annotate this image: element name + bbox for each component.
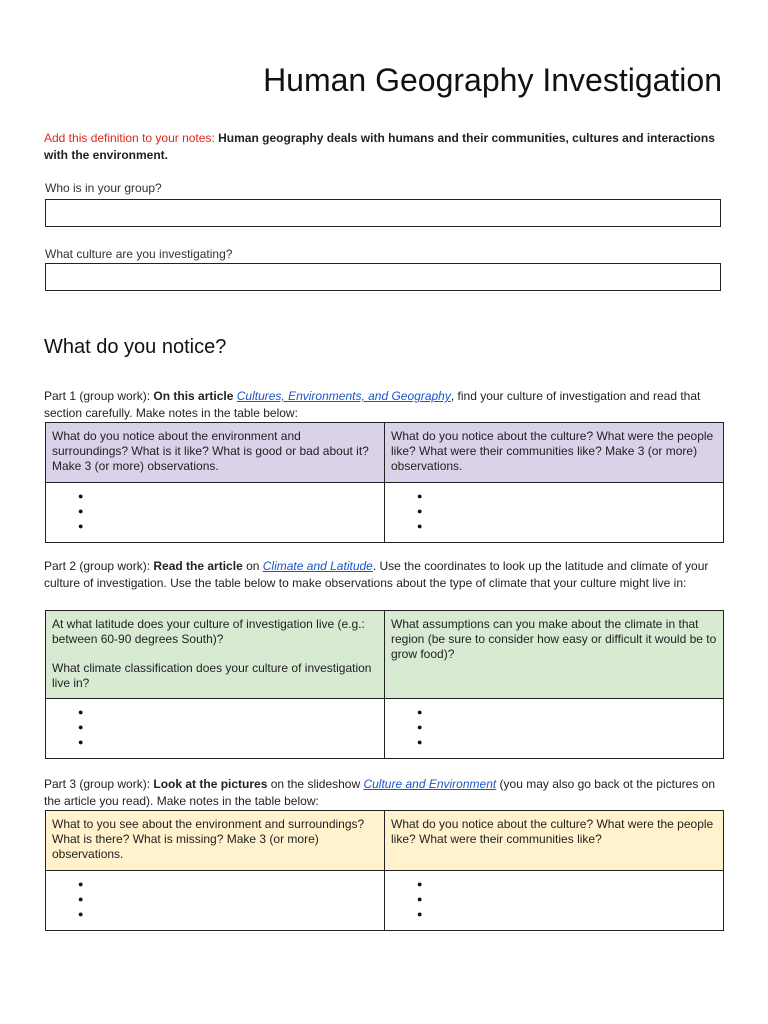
part1-article-link[interactable]: Cultures, Environments, and Geography <box>236 389 451 403</box>
definition-prefix: Add this definition to your notes: <box>44 131 219 145</box>
part3-prefix: Part 3 (group work): <box>44 777 154 791</box>
part1-instructions <box>44 388 724 421</box>
group-answer-box[interactable] <box>45 199 721 227</box>
part1-suffix: , find your culture of investigation and read that section carefully. Make notes in the table below: <box>44 389 701 420</box>
part2-mid: on <box>242 559 263 573</box>
part3-mid: on the slideshow <box>267 777 364 791</box>
bullet <box>70 489 378 504</box>
part3-suffix: (you may also go back ot the pictures on the article you read). Make notes in the table below: <box>44 777 716 808</box>
part2-latitude-header <box>46 611 385 699</box>
part3-culture-header: What do you notice about the culture? What were the people like? What were their communities like? <box>385 811 724 871</box>
part1-environment-notes[interactable] <box>46 483 385 543</box>
part1-culture-notes[interactable] <box>385 483 724 543</box>
bullet <box>70 892 378 907</box>
part3-environment-header: What to you see about the environment and surroundings? What is there? What is missing? Make 3 (or more) observations. <box>46 811 385 871</box>
part2-table <box>45 610 724 759</box>
bullet <box>70 877 378 892</box>
part3-culture-notes[interactable] <box>385 871 724 931</box>
part2-latitude-notes[interactable] <box>46 699 385 759</box>
part3-slideshow-link[interactable]: Culture and Environment <box>363 777 497 791</box>
part2-prefix: Part 2 (group work): <box>44 559 154 573</box>
part2-instructions <box>44 558 724 591</box>
bullet <box>70 504 378 519</box>
part2-assumptions-notes[interactable] <box>385 699 724 759</box>
definition-text: Human geography deals with humans and their communities, cultures and interactions with the environment. <box>44 131 715 162</box>
part3-environment-notes[interactable] <box>46 871 385 931</box>
culture-answer-box[interactable] <box>45 263 721 291</box>
culture-question-label: What culture are you investigating? <box>45 247 233 261</box>
page-title: Human Geography Investigation <box>263 62 722 98</box>
bullet <box>70 519 378 534</box>
bullet <box>409 892 717 907</box>
bullet <box>70 907 378 922</box>
part1-culture-header: What do you notice about the culture? What were the people like? What were their communities like? Make 3 (or more) observations. <box>385 423 724 483</box>
part1-bold: On this article <box>153 389 237 403</box>
bullet <box>409 519 717 534</box>
part1-environment-header: What do you notice about the environment and surroundings? What is it like? What is good or bad about it? Make 3 (or more) observations. <box>46 423 385 483</box>
part2-article-link[interactable]: Climate and Latitude <box>262 559 373 573</box>
bullet <box>409 504 717 519</box>
group-question-label: Who is in your group? <box>45 181 162 195</box>
part2-assumptions-header: What assumptions can you make about the climate in that region (be sure to consider how easy or difficult it would be to grow food)? <box>385 611 724 699</box>
bullet <box>409 720 717 735</box>
part2-suffix: . Use the coordinates to look up the latitude and climate of your culture of investigation. Use the table below to make observations about the type of climate that your culture might live in: <box>44 559 709 590</box>
bullet <box>409 489 717 504</box>
part1-prefix: Part 1 (group work): <box>44 389 154 403</box>
part1-table <box>45 422 724 543</box>
bullet <box>409 907 717 922</box>
bullet <box>409 705 717 720</box>
bullet <box>70 705 378 720</box>
bullet <box>70 735 378 750</box>
part2-latitude-question: At what latitude does your culture of investigation live (e.g.: between 60-90 degrees South)? <box>52 617 365 646</box>
definition-note <box>44 130 724 164</box>
bullet <box>409 877 717 892</box>
part2-climate-question: What climate classification does your culture of investigation live in? <box>52 661 372 690</box>
section-heading: What do you notice? <box>44 336 227 358</box>
part3-bold: Look at the pictures <box>153 777 268 791</box>
bullet <box>409 735 717 750</box>
part3-instructions <box>44 776 724 809</box>
part3-table <box>45 810 724 931</box>
part2-bold: Read the article <box>153 559 243 573</box>
